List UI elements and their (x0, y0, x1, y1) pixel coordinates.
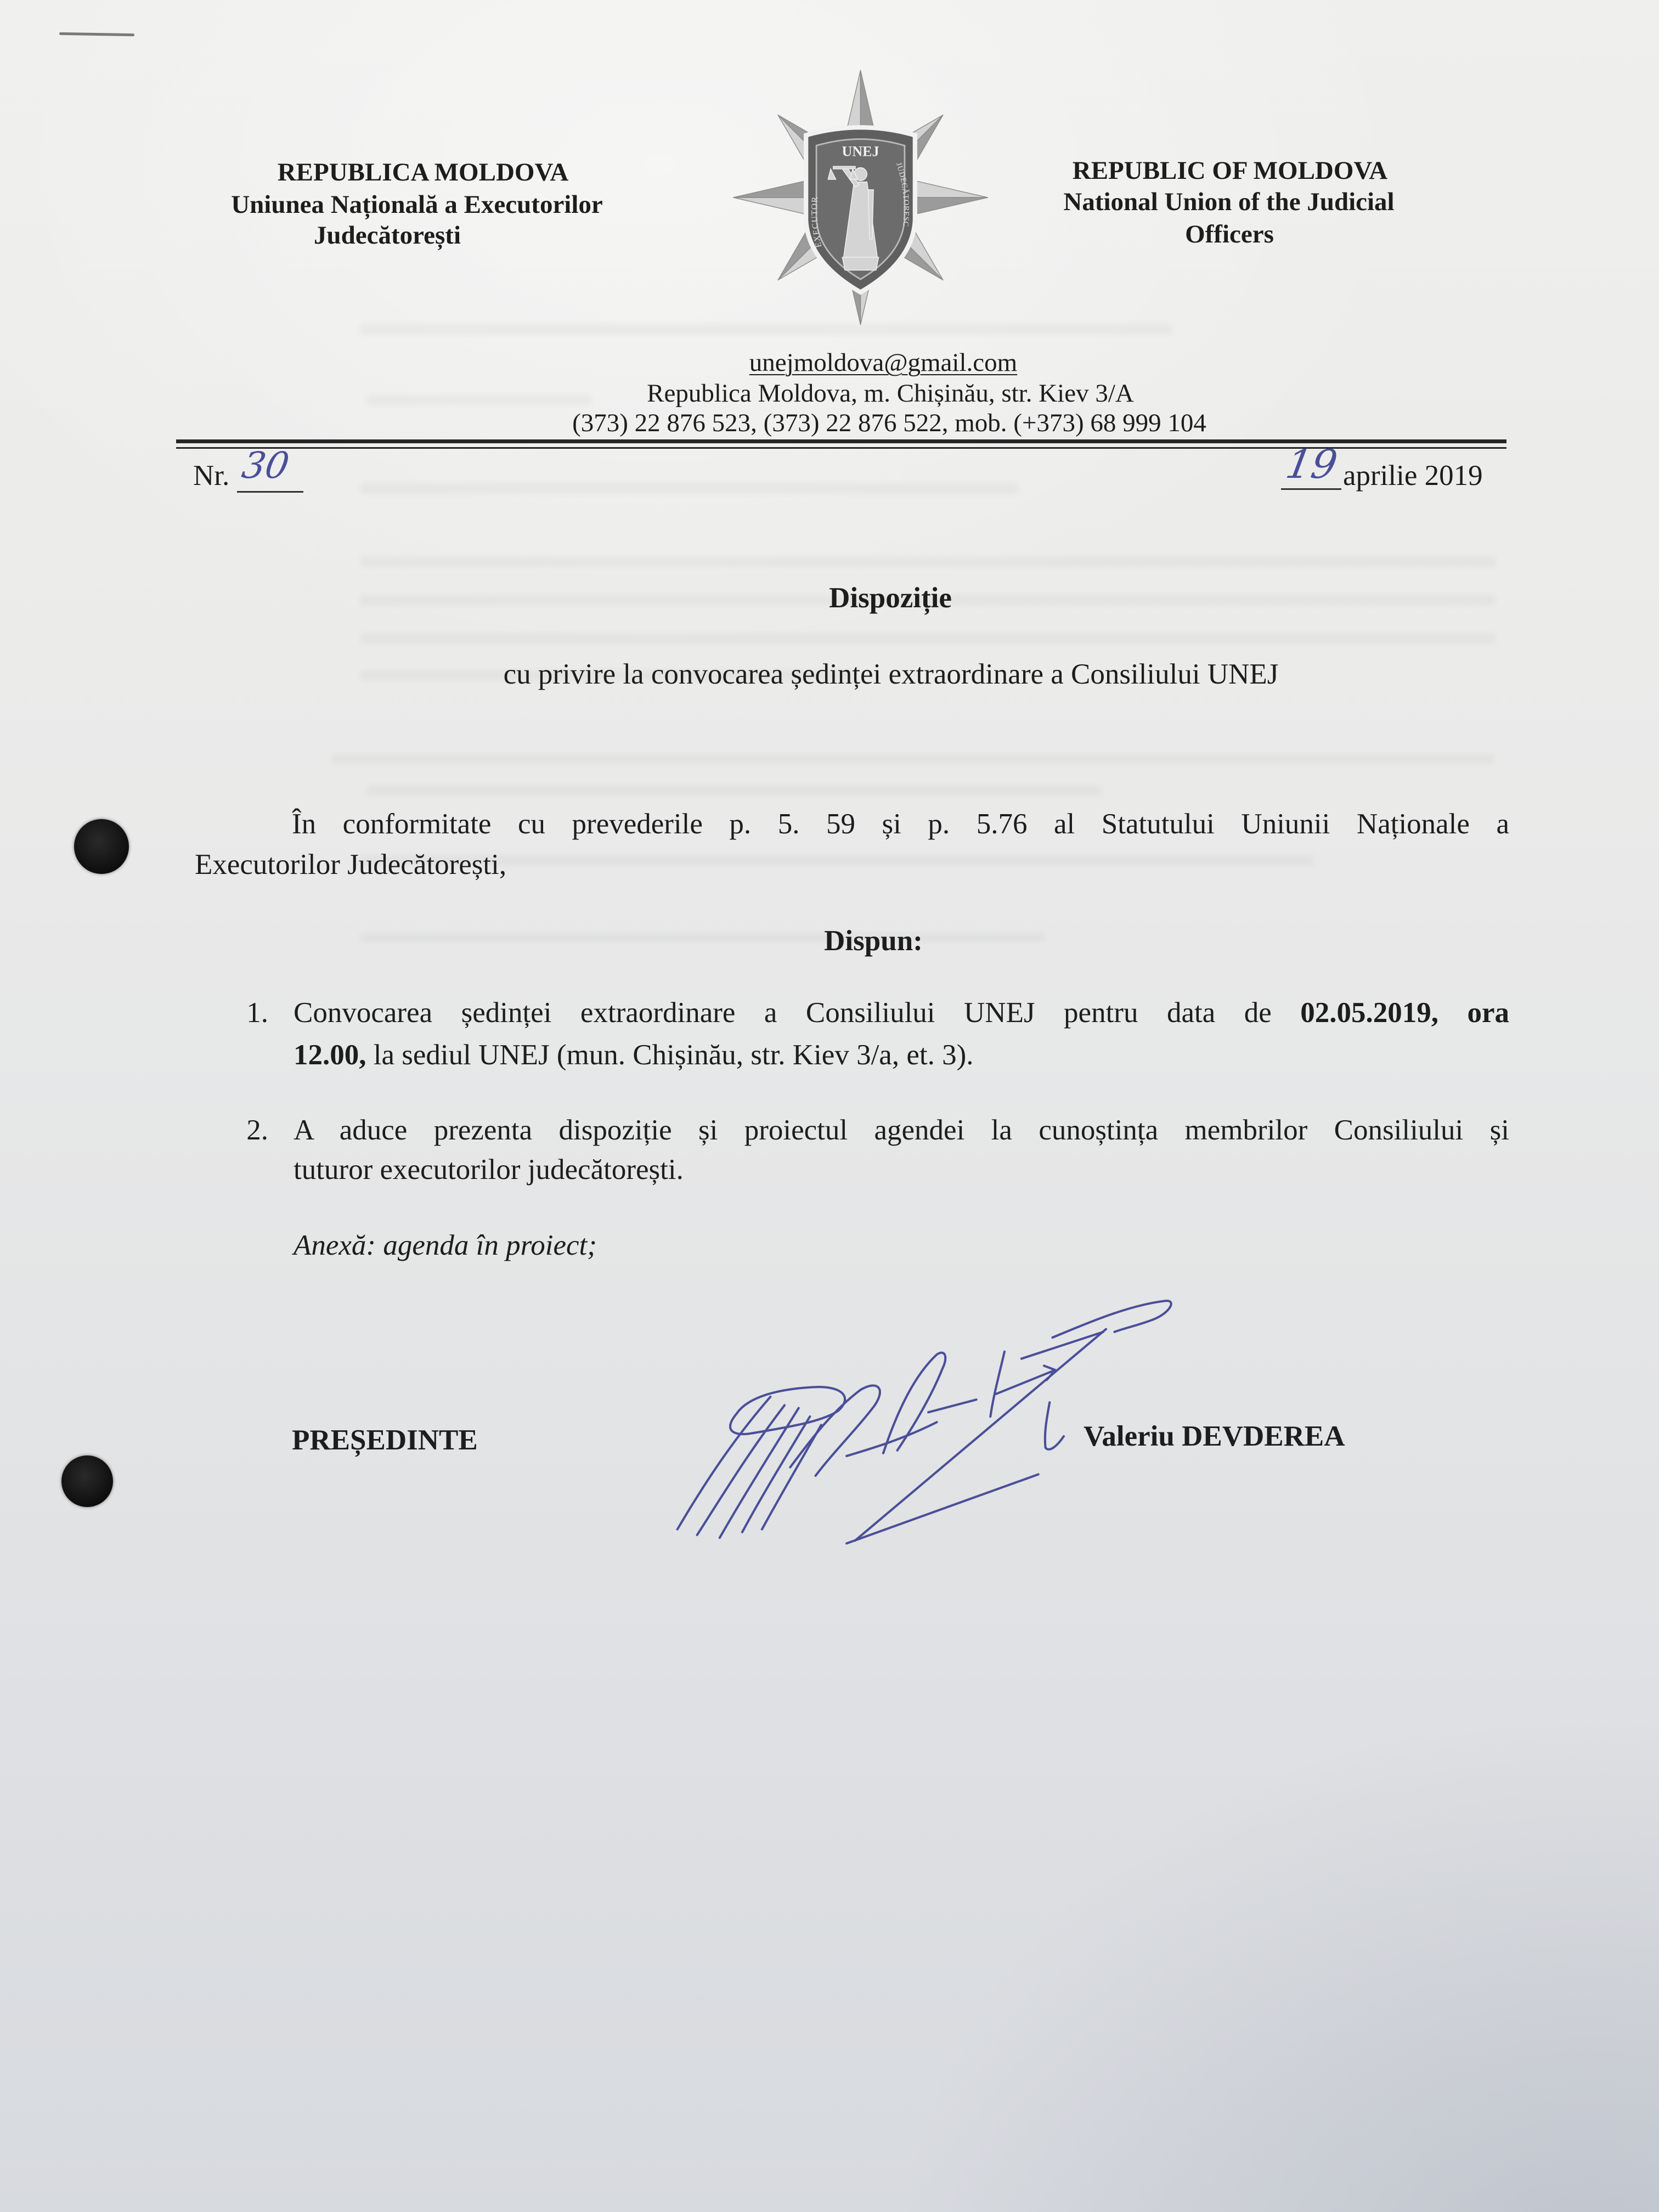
document-title: Dispoziție (829, 582, 952, 614)
signature-stroke (730, 1387, 845, 1434)
show-through-ghost (360, 557, 1496, 567)
handwritten-signature (663, 1284, 1185, 1559)
meeting-hour: 12.00, (294, 1039, 366, 1071)
signature-stroke (928, 1400, 976, 1412)
signature-stroke (762, 1425, 821, 1529)
signature-stroke (1045, 1402, 1064, 1449)
header-left-country: REPUBLICA MOLDOVA (277, 158, 569, 187)
reference-number-handwritten: 30 (239, 444, 292, 487)
preamble-line-1: În conformitate cu prevederile p. 5. 59 și p. 5.76 al Statutului Uniunii Naționale a (292, 808, 1509, 840)
date-day-underline (1281, 488, 1341, 490)
show-through-ghost (360, 483, 1018, 494)
meeting-date-time: 02.05.2019, ora (1300, 997, 1509, 1029)
emblem-top-text: UNEJ (842, 143, 879, 160)
signature-stroke (855, 1329, 1107, 1541)
figure-sword (868, 190, 873, 239)
show-through-ghost (366, 786, 1102, 795)
header-left-org-line2: Judecătorești (313, 221, 461, 250)
show-through-ghost (331, 754, 1494, 764)
header-right-country: REPUBLIC OF MOLDOVA (1072, 156, 1388, 185)
signature-stroke (1052, 1301, 1171, 1338)
punch-hole-bottom (61, 1455, 113, 1507)
header-left-org-line1: Uniunea Națională a Executorilor (231, 190, 603, 219)
signatory-role: PREȘEDINTE (292, 1424, 478, 1456)
signature-stroke (847, 1474, 1039, 1543)
list-item-number: 2. (246, 1114, 268, 1146)
signature-strokes (678, 1301, 1171, 1543)
show-through-ghost (360, 634, 1496, 644)
list-item-2-line-1: A aduce prezenta dispoziție și proiectul agendei la cunoștința membrilor Consiliului și (294, 1114, 1509, 1146)
signature-stroke (883, 1353, 945, 1453)
list-item-1-line-1 (294, 992, 1509, 1033)
preamble-line-2: Executorilor Judecătorești, (195, 849, 507, 881)
date-month-year: aprilie 2019 (1343, 460, 1483, 492)
meeting-venue: la sediul UNEJ (mun. Chișinău, str. Kiev 3/a, et. 3). (373, 1039, 974, 1071)
header-right-org-line2: Officers (1185, 220, 1274, 249)
signature-stroke (678, 1397, 771, 1530)
contact-address: Republica Moldova, m. Chișinău, str. Kiev 3/A (647, 379, 1134, 408)
signature-stroke (1022, 1332, 1103, 1359)
figure-pedestal (842, 257, 878, 270)
list-item-number: 1. (246, 997, 268, 1029)
decision-heading: Dispun: (824, 925, 923, 957)
list-item-1-text: Convocarea ședinței extraordinare a Consiliului UNEJ pentru data de (294, 997, 1272, 1029)
list-item-1-line-2 (294, 1035, 973, 1075)
signature-stroke (990, 1352, 1005, 1417)
scales-beam (833, 166, 855, 169)
contact-email: unejmoldova@gmail.com (749, 348, 1018, 377)
emblem-right-arc-path-text: JUDECĂTORESC (894, 161, 911, 228)
date-day-handwritten: 19 (1282, 441, 1341, 487)
emblem-left-arc-path-text: EXECUTOR (810, 195, 824, 249)
contact-phones: (373) 22 876 523, (373) 22 876 522, mob. (+373) 68 999 104 (572, 409, 1206, 437)
document-subtitle: cu privire la convocarea ședinței extraordinare a Consiliului UNEJ (503, 658, 1279, 690)
signature-stroke (697, 1405, 785, 1534)
annex-note: Anexă: agenda în proiect; (294, 1229, 597, 1261)
unej-emblem-logo (731, 67, 990, 328)
reference-number-underline (237, 491, 303, 493)
signature-stroke (790, 1386, 880, 1476)
signatory-name: Valeriu DEVDEREA (1084, 1420, 1345, 1452)
punch-hole-top (74, 819, 129, 874)
list-item-2-line-2: tuturor executorilor judecătorești. (294, 1154, 684, 1186)
header-right-org-line1: National Union of the Judicial (1063, 188, 1395, 216)
reference-number-label: Nr. (193, 460, 230, 492)
pencil-mark (59, 32, 134, 36)
